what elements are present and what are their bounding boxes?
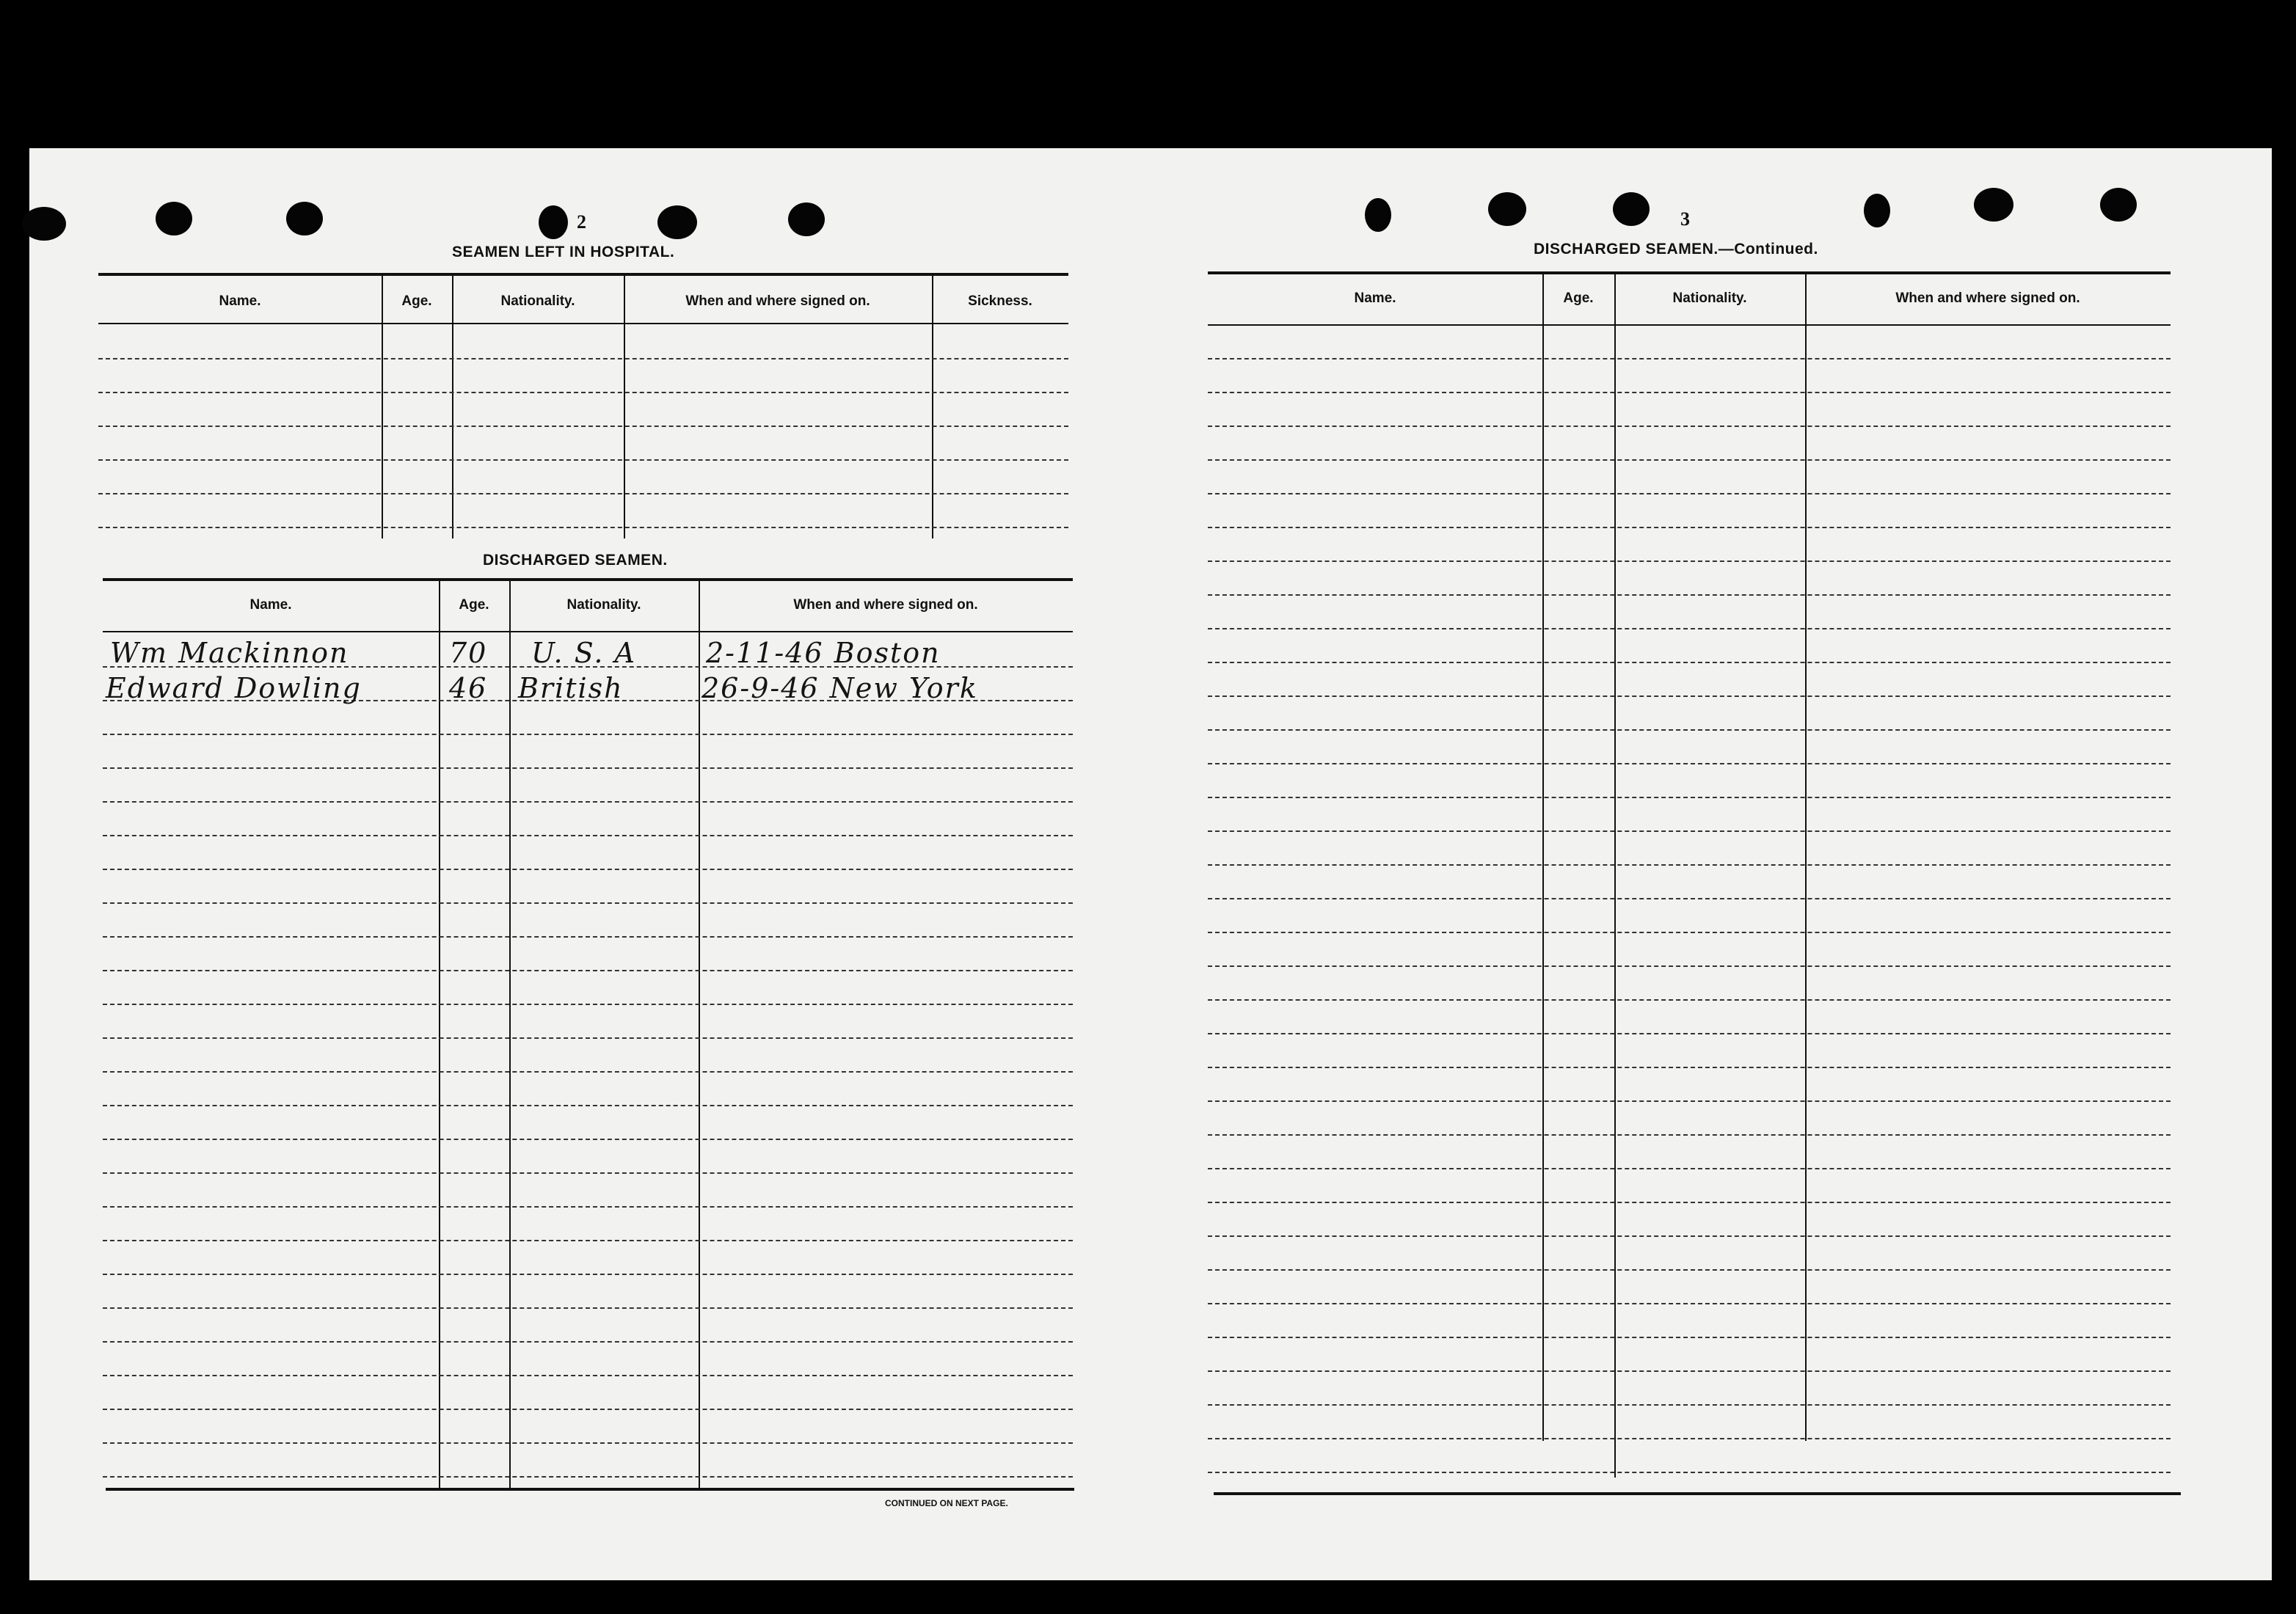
discharged-col-name: Name. <box>249 597 292 613</box>
row-nationality: British <box>518 672 624 704</box>
punch-hole <box>2100 188 2137 222</box>
row-name: Edward Dowling <box>106 672 362 704</box>
page-number-left: 2 <box>577 211 586 233</box>
discharged-table <box>103 578 1073 1488</box>
punch-hole <box>22 207 66 241</box>
punch-hole <box>539 205 568 239</box>
left-bottom-rule <box>106 1488 1074 1491</box>
hospital-col-name: Name. <box>219 293 261 309</box>
row-age: 70 <box>449 637 488 669</box>
hospital-table <box>98 273 1068 538</box>
punch-hole <box>1613 192 1650 226</box>
hospital-section-title: SEAMEN LEFT IN HOSPITAL. <box>452 244 675 260</box>
punch-hole <box>1974 188 2013 222</box>
right-bottom-rule <box>1214 1492 2181 1495</box>
continued-col-signed-on: When and where signed on. <box>1895 291 2080 306</box>
punch-hole <box>156 202 192 235</box>
hospital-col-signed-on: When and where signed on. <box>685 293 870 309</box>
continued-col-nationality: Nationality. <box>1672 291 1747 306</box>
row-nationality: U. S. A <box>531 637 636 669</box>
punch-hole <box>1488 192 1526 226</box>
hospital-col-nationality: Nationality. <box>500 293 575 309</box>
punch-hole <box>788 202 825 236</box>
row-signed-on: 2-11-46 Boston <box>706 637 941 669</box>
discharged-col-nationality: Nationality. <box>566 597 641 613</box>
discharged-continued-title: DISCHARGED SEAMEN.—Continued. <box>1534 241 1818 258</box>
hospital-col-sickness: Sickness. <box>968 293 1032 309</box>
discharged-col-age: Age. <box>459 597 489 613</box>
continued-note: CONTINUED ON NEXT PAGE. <box>885 1498 1008 1508</box>
continued-col-name: Name. <box>1354 291 1396 306</box>
punch-hole <box>657 205 697 239</box>
row-name: Wm Mackinnon <box>110 637 349 669</box>
row-signed-on: 26-9-46 New York <box>701 672 978 704</box>
page-number-right: 3 <box>1680 208 1690 230</box>
discharged-section-title: DISCHARGED SEAMEN. <box>483 552 668 569</box>
discharged-col-signed-on: When and where signed on. <box>793 597 978 613</box>
hospital-col-age: Age. <box>401 293 432 309</box>
continued-col-age: Age. <box>1563 291 1594 306</box>
discharged-continued-table <box>1208 271 2171 1485</box>
row-age: 46 <box>449 672 488 704</box>
punch-hole <box>1864 194 1890 227</box>
punch-hole <box>286 202 323 235</box>
punch-hole <box>1365 198 1391 232</box>
